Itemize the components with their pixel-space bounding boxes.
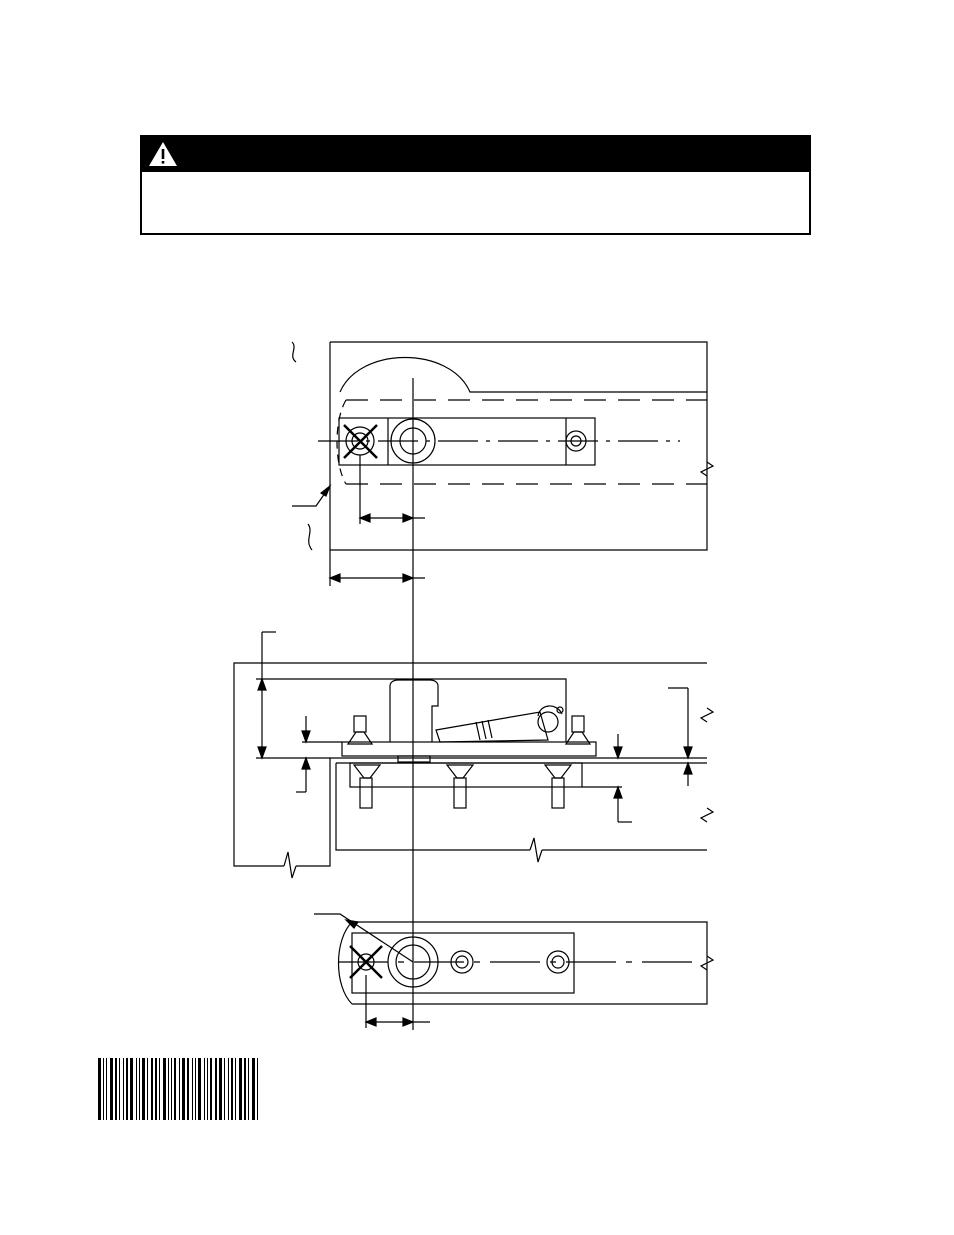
barcode-bar — [130, 1058, 133, 1120]
barcode-bar — [257, 1058, 258, 1120]
barcode-bar — [136, 1058, 137, 1120]
barcode-bar — [252, 1058, 255, 1120]
barcode-bar — [98, 1058, 101, 1120]
barcode-bar — [219, 1058, 222, 1120]
barcode-bar — [171, 1058, 172, 1120]
barcode-bar — [215, 1058, 217, 1120]
barcode-bar — [235, 1058, 236, 1120]
barcode-bar — [168, 1058, 169, 1120]
barcode-bar — [142, 1058, 145, 1120]
barcode-bar — [174, 1058, 176, 1120]
barcode-bar — [210, 1058, 212, 1120]
barcode-bar — [231, 1058, 233, 1120]
barcode-bar — [110, 1058, 113, 1120]
barcode-bar — [155, 1058, 157, 1120]
barcode-bar — [151, 1058, 153, 1120]
barcode-bar — [163, 1058, 166, 1120]
barcode-bar — [119, 1058, 120, 1120]
barcode-bar — [115, 1058, 117, 1120]
barcode-bar — [192, 1058, 193, 1120]
barcode-bar — [126, 1058, 128, 1120]
top-view-upper — [292, 342, 713, 586]
barcode-bar — [182, 1058, 185, 1120]
barcode-bar — [159, 1058, 160, 1120]
section-view — [234, 632, 713, 878]
barcode-bar — [106, 1058, 107, 1120]
barcode-bar — [248, 1058, 249, 1120]
barcode-bar — [198, 1058, 201, 1120]
barcode-bar — [187, 1058, 189, 1120]
barcode-bar — [179, 1058, 180, 1120]
barcode-bar — [244, 1058, 246, 1120]
barcode-bar — [195, 1058, 196, 1120]
barcode-bar — [207, 1058, 208, 1120]
barcode-bar — [204, 1058, 205, 1120]
barcode-bar — [147, 1058, 148, 1120]
barcode-bar — [228, 1058, 229, 1120]
barcode-bar — [224, 1058, 225, 1120]
barcode-bar — [139, 1058, 140, 1120]
top-view-lower — [314, 914, 713, 1028]
barcode-bar — [123, 1058, 124, 1120]
barcode-bar — [239, 1058, 242, 1120]
barcode — [98, 1058, 298, 1120]
barcode-bar — [103, 1058, 104, 1120]
